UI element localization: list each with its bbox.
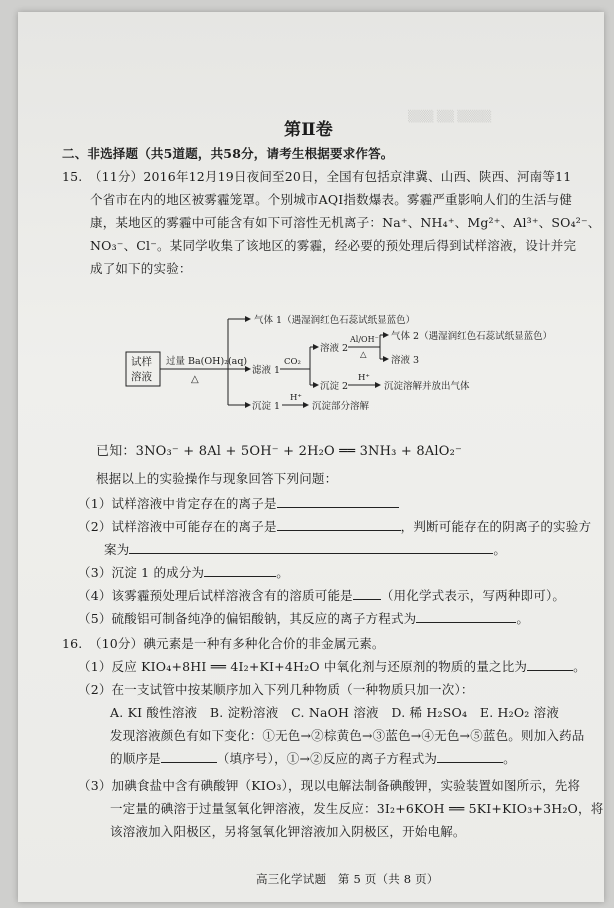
answer-blank[interactable] — [129, 541, 493, 554]
hplus-label: H⁺ — [358, 373, 370, 383]
q15-part-5-end: 。 — [516, 611, 530, 626]
q16-part-1 — [78, 657, 586, 675]
answer-blank[interactable] — [277, 518, 401, 531]
reagent-label: 过量 Ba(OH)₂(aq) — [166, 356, 248, 367]
q16-order-text: 的顺序是 — [110, 751, 161, 766]
q15-part-2-cont: ，判断可能存在的阴离子的实验方 — [400, 519, 592, 534]
bleed-through: ▒▒▒ ▒▒ ▒▒▒▒ — [408, 110, 492, 123]
q16-part-3-line-2: 一定量的碘溶于过量氢氧化钾溶液，发生反应：3I₂+6KOH ══ 5KI+KIO₃+3H₂O，将 — [110, 801, 604, 816]
precip2-note: 沉淀溶解并放出气体 — [384, 381, 470, 392]
q16-part-3-line-3: 该溶液加入阳极区，另将氢氧化钾溶液加入阴极区，开始电解。 — [110, 824, 466, 839]
sample-label-2: 溶液 — [131, 371, 152, 383]
answer-blank[interactable] — [277, 495, 399, 508]
q15-line-5: 成了如下的实验： — [90, 261, 192, 276]
q15-line-3: 康，某地区的雾霾中可能含有如下可溶性无机离子：Na⁺、NH₄⁺、Mg²⁺、Al³⁺、SO₄²⁻、 — [90, 215, 601, 230]
known-equation: 已知：3NO₃⁻ + 8Al + 5OH⁻ + 2H₂O ══ 3NH₃ + 8AlO₂⁻ — [96, 444, 463, 459]
page-title: 第Ⅱ卷 — [284, 120, 333, 140]
answer-blank[interactable] — [437, 750, 503, 763]
solution2-label: 溶液 2 — [320, 343, 349, 354]
q15-instruction: 根据以上的实验操作与现象回答下列问题： — [96, 471, 338, 486]
q15-part-4 — [78, 586, 565, 604]
hplus-label-2: H⁺ — [290, 393, 302, 403]
answer-blank[interactable] — [161, 750, 217, 763]
q15-part-5 — [78, 609, 529, 627]
q16-observe: 发现溶液颜色有如下变化：①无色→②棕黄色→③蓝色→④无色→⑤蓝色。则加入药品 — [110, 728, 585, 743]
q15-part-5-text: （5）硫酸铝可制备纯净的偏铝酸钠，其反应的离子方程式为 — [78, 611, 417, 626]
answer-blank[interactable] — [416, 610, 516, 623]
answer-blank[interactable] — [527, 658, 573, 671]
heat-symbol-2: △ — [360, 350, 367, 360]
answer-blank[interactable] — [204, 564, 276, 577]
q15-part-3-end: 。 — [276, 565, 289, 580]
sample-label-1: 试样 — [131, 356, 152, 368]
precip1-note: 沉淀部分溶解 — [312, 401, 370, 412]
heat-symbol: △ — [191, 374, 199, 385]
q15-line-1: 15. （11分）2016年12月19日夜间至20日，全国有包括京津冀、山西、陕西、河南等11 — [62, 169, 572, 184]
q16-part-3-line-1: （3）加碘食盐中含有碘酸钾（KIO₃），现以电解法制备碘酸钾，实验装置如图所示，先将 — [78, 778, 581, 793]
q16-choices: A. KI 酸性溶液 B. 淀粉溶液 C. NaOH 溶液 D. 稀 H₂SO₄ E. H₂O₂ 溶液 — [110, 705, 560, 720]
q15-part-4-text: （4）该雾霾预处理后试样溶液含有的溶质可能是 — [78, 588, 353, 603]
page-footer: 高三化学试题 第 5 页（共 8 页） — [256, 872, 439, 886]
q15-part-2-line2 — [104, 540, 506, 558]
experiment-flow-diagram — [118, 302, 558, 430]
precip1-label: 沉淀 1 — [252, 401, 281, 412]
q16-order-cont: （填序号），①→②反应的离子方程式为 — [216, 751, 438, 766]
q15-line-4: NO₃⁻、Cl⁻。某同学收集了该地区的雾霾，经必要的预处理后得到试样溶液，设计并完 — [90, 238, 577, 253]
q15-line-2: 个省市在内的地区被雾霾笼罩。个别城市AQI指数爆表。雾霾严重影响人们的生活与健 — [90, 192, 573, 207]
q15-part-2 — [78, 517, 591, 535]
q16-intro: 16. （10分）碘元素是一种有多种化合价的非金属元素。 — [62, 636, 385, 651]
answer-blank[interactable] — [353, 587, 381, 600]
q15-part-2-end: 。 — [493, 542, 507, 557]
q15-part-2-text: （2）试样溶液中可能存在的离子是 — [78, 519, 277, 534]
q16-part-1-text: （1）反应 KIO₄+8HI ══ 4I₂+KI+4H₂O 中氧化剂与还原剂的物质的量之比为 — [78, 659, 528, 674]
precip2-label: 沉淀 2 — [320, 381, 349, 392]
q15-part-1-text: （1）试样溶液中肯定存在的离子是 — [78, 496, 277, 511]
q16-part-2: （2）在一支试管中按某顺序加入下列几种物质（一种物质只加一次）： — [78, 682, 474, 697]
q15-part-3-text: （3）沉淀 1 的成分为 — [78, 565, 205, 580]
filtrate1-label: 滤液 1 — [252, 365, 281, 376]
q16-order-end: 。 — [503, 751, 516, 766]
q15-part-1 — [78, 494, 399, 512]
q16-order — [110, 749, 516, 767]
section-heading: 二、非选择题（共5道题，共58分，请考生根据要求作答。 — [62, 146, 394, 161]
gas2-label: 气体 2（遇湿润红色石蕊试纸显蓝色） — [391, 331, 553, 342]
solution3-label: 溶液 3 — [391, 355, 420, 366]
q15-part-2-scheme-text: 案为 — [104, 542, 130, 557]
gas1-label: 气体 1（遇湿润红色石蕊试纸显蓝色） — [254, 315, 416, 326]
q15-part-3 — [78, 563, 289, 581]
q16-part-1-end: 。 — [573, 659, 586, 674]
exam-sheet — [18, 12, 604, 902]
al-oh-label: Al/OH⁻ — [350, 335, 379, 344]
co2-label: CO₂ — [284, 357, 301, 367]
q15-part-4-cont: （用化学式表示，写两种即可）。 — [380, 588, 566, 603]
